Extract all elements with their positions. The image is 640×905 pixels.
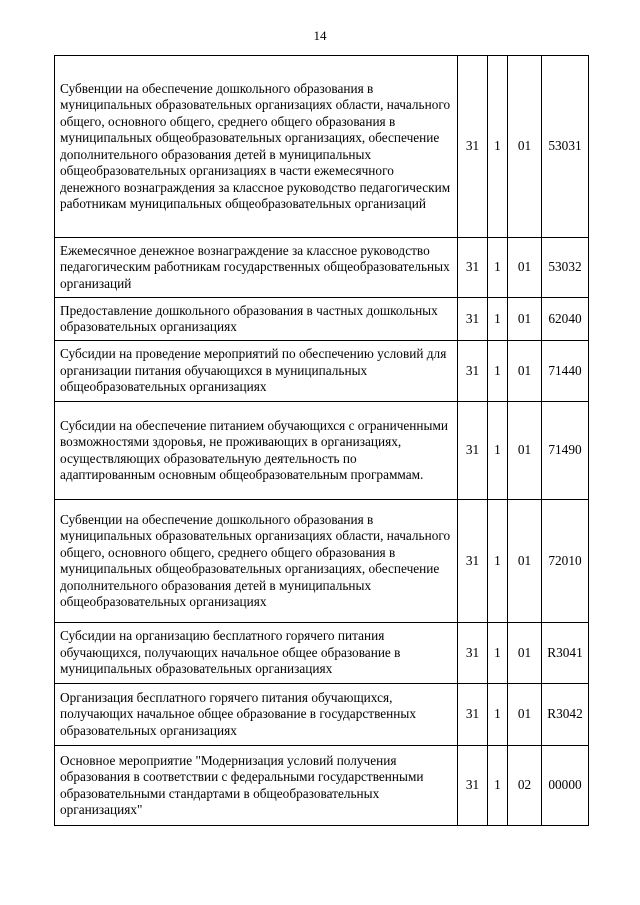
table-row — [55, 341, 589, 402]
row-name-cell: Субвенции на обеспечение дошкольного образования в муниципальных образовательных организациях области, начального общего, основного общего, среднего общего образования в муниципальных общеобразовательных организациях, обеспечение дополнительного образования детей в муниципальных общеобразовательных организациях в части ежемесячного денежного вознаграждения за классное руководство педагогическим работникам муниципальных общеобразовательных организаций — [55, 56, 458, 238]
table-row — [55, 684, 589, 746]
row-name-cell: Основное мероприятие "Модернизация условий получения образования в соответствии с федеральными государственными образовательными стандартами в общеобразовательных организациях" — [55, 746, 458, 826]
row-name-cell: Предоставление дошкольного образования в частных дошкольных образовательных организациях — [55, 298, 458, 341]
direction-code-cell: 71490 — [542, 402, 589, 500]
direction-code-cell: 62040 — [542, 298, 589, 341]
row-name-cell: Организация бесплатного горячего питания обучающихся, получающих начальное общее образование в государственных образовательных организациях — [55, 684, 458, 746]
table-row — [55, 623, 589, 684]
program-code-cell: 31 — [458, 341, 488, 402]
subprogram-code-cell: 1 — [488, 402, 508, 500]
program-code-cell: 31 — [458, 746, 488, 826]
event-code-cell: 01 — [508, 684, 542, 746]
table-row — [55, 56, 589, 238]
event-code-cell: 01 — [508, 500, 542, 623]
table-row — [55, 298, 589, 341]
budget-classification-table — [54, 55, 589, 826]
row-name-cell: Субсидии на организацию бесплатного горячего питания обучающихся, получающих начальное общее образование в муниципальных образовательных организациях — [55, 623, 458, 684]
event-code-cell: 01 — [508, 56, 542, 238]
event-code-cell: 01 — [508, 402, 542, 500]
subprogram-code-cell: 1 — [488, 500, 508, 623]
row-name-cell: Субсидии на обеспечение питанием обучающихся с ограниченными возможностями здоровья, не проживающих в организациях, осуществляющих образовательную деятельность по адаптированным основным общеобразовательным программам. — [55, 402, 458, 500]
event-code-cell: 02 — [508, 746, 542, 826]
program-code-cell: 31 — [458, 500, 488, 623]
direction-code-cell: 71440 — [542, 341, 589, 402]
program-code-cell: 31 — [458, 402, 488, 500]
program-code-cell: 31 — [458, 56, 488, 238]
direction-code-cell: 00000 — [542, 746, 589, 826]
subprogram-code-cell: 1 — [488, 684, 508, 746]
subprogram-code-cell: 1 — [488, 238, 508, 298]
direction-code-cell: 72010 — [542, 500, 589, 623]
row-name-cell: Субвенции на обеспечение дошкольного образования в муниципальных образовательных организациях области, начального общего, основного общего, среднего общего образования в муниципальных общеобразовательных организациях, обеспечение дополнительного образования детей в муниципальных общеобразовательных организациях — [55, 500, 458, 623]
table-row — [55, 746, 589, 826]
subprogram-code-cell: 1 — [488, 56, 508, 238]
row-name-cell: Субсидии на проведение мероприятий по обеспечению условий для организации питания обучающихся в муниципальных общеобразовательных организациях — [55, 341, 458, 402]
event-code-cell: 01 — [508, 298, 542, 341]
subprogram-code-cell: 1 — [488, 341, 508, 402]
table-row — [55, 238, 589, 298]
direction-code-cell: R3042 — [542, 684, 589, 746]
table-row — [55, 500, 589, 623]
event-code-cell: 01 — [508, 623, 542, 684]
program-code-cell: 31 — [458, 298, 488, 341]
event-code-cell: 01 — [508, 238, 542, 298]
event-code-cell: 01 — [508, 341, 542, 402]
subprogram-code-cell: 1 — [488, 623, 508, 684]
row-name-cell: Ежемесячное денежное вознаграждение за классное руководство педагогическим работникам государственных общеобразовательных организаций — [55, 238, 458, 298]
program-code-cell: 31 — [458, 238, 488, 298]
table-row — [55, 402, 589, 500]
program-code-cell: 31 — [458, 623, 488, 684]
subprogram-code-cell: 1 — [488, 746, 508, 826]
direction-code-cell: R3041 — [542, 623, 589, 684]
subprogram-code-cell: 1 — [488, 298, 508, 341]
direction-code-cell: 53032 — [542, 238, 589, 298]
page-number: 14 — [313, 28, 327, 43]
direction-code-cell: 53031 — [542, 56, 589, 238]
program-code-cell: 31 — [458, 684, 488, 746]
